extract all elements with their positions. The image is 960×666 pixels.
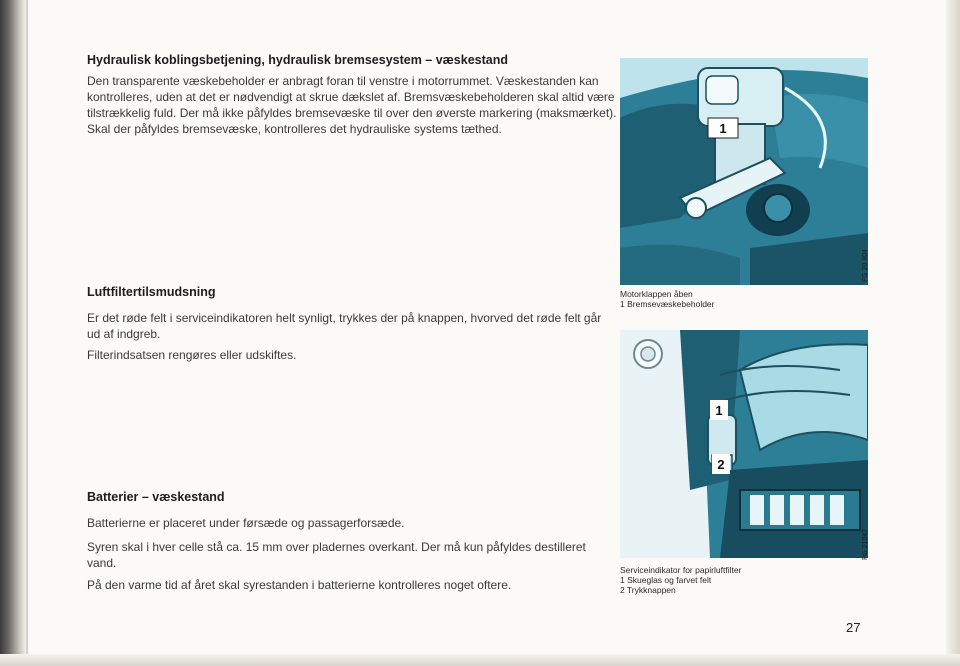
figure-2-callout-2: 2 [717,457,725,472]
figure-2-caption-title: Serviceindikator for papirluftfilter [620,565,742,575]
section-heading-air-filter: Luftfiltertilsmudsning [87,285,216,299]
page-edge-bottom [0,654,960,666]
section-text-air-filter-2: Filterindsatsen rengøres eller udskiftes. [87,348,297,362]
section-heading-brake-fluid: Hydraulisk koblingsbetjening, hydraulisk bremsesystem – væskestand [87,53,508,67]
figure-2-callout-1: 1 [715,403,723,418]
section-text-air-filter-1: Er det røde felt i serviceindikatoren helt synligt, trykkes der på knappen, hvorved det røde felt går ud af indgreb. [87,311,602,341]
section-heading-battery: Batterier – væskestand [87,490,225,504]
page-edge-right [946,0,960,666]
figure-1-callout-1: 1 [719,121,727,136]
page-number: 27 [846,620,861,635]
section-text-battery-3: På den varme tid af året skal syrestanden i batterierne kontrolleres noget oftere. [87,578,512,592]
figure-1-code: FG 20 804 [862,248,869,282]
figure-2-code: FG 21047 [862,528,869,560]
gutter-divider [26,0,28,666]
figure-1-caption-item-1: 1 Bremsevæskebeholder [620,299,715,309]
figure-1-caption-title: Motorklappen åben [620,289,693,299]
section-text-brake-fluid: Den transparente væskebeholder er anbragt foran til venstre i motorrummet. Væskestanden kan kontrolleres, uden at det er nødvendigt at skrue dækslet af. Bremsvæskebeholderen skal altid være tilstrækkelig fuld. Der må ikke påfyldes bremsevæske til over den øverste markering (maksmærket). Skal der påfyldes bremsevæske, kontrolleres det hydrauliske systems tæthed. [87,74,617,136]
section-text-battery-1: Batterierne er placeret under førsæde og passagerforsæde. [87,516,405,530]
figure-air-filter-photo [620,330,868,558]
engine-bay-illustration [620,58,868,285]
figure-engine-bay-photo [620,58,868,285]
figure-2-caption-item-2: 2 Trykknappen [620,585,676,595]
section-text-battery-2: Syren skal i hver celle stå ca. 15 mm over pladernes overkant. Der må kun påfyldes destilleret vand. [87,540,586,570]
air-filter-illustration [620,330,868,558]
binding-gutter [0,0,26,666]
figure-2-caption-item-1: 1 Skueglas og farvet felt [620,575,712,585]
